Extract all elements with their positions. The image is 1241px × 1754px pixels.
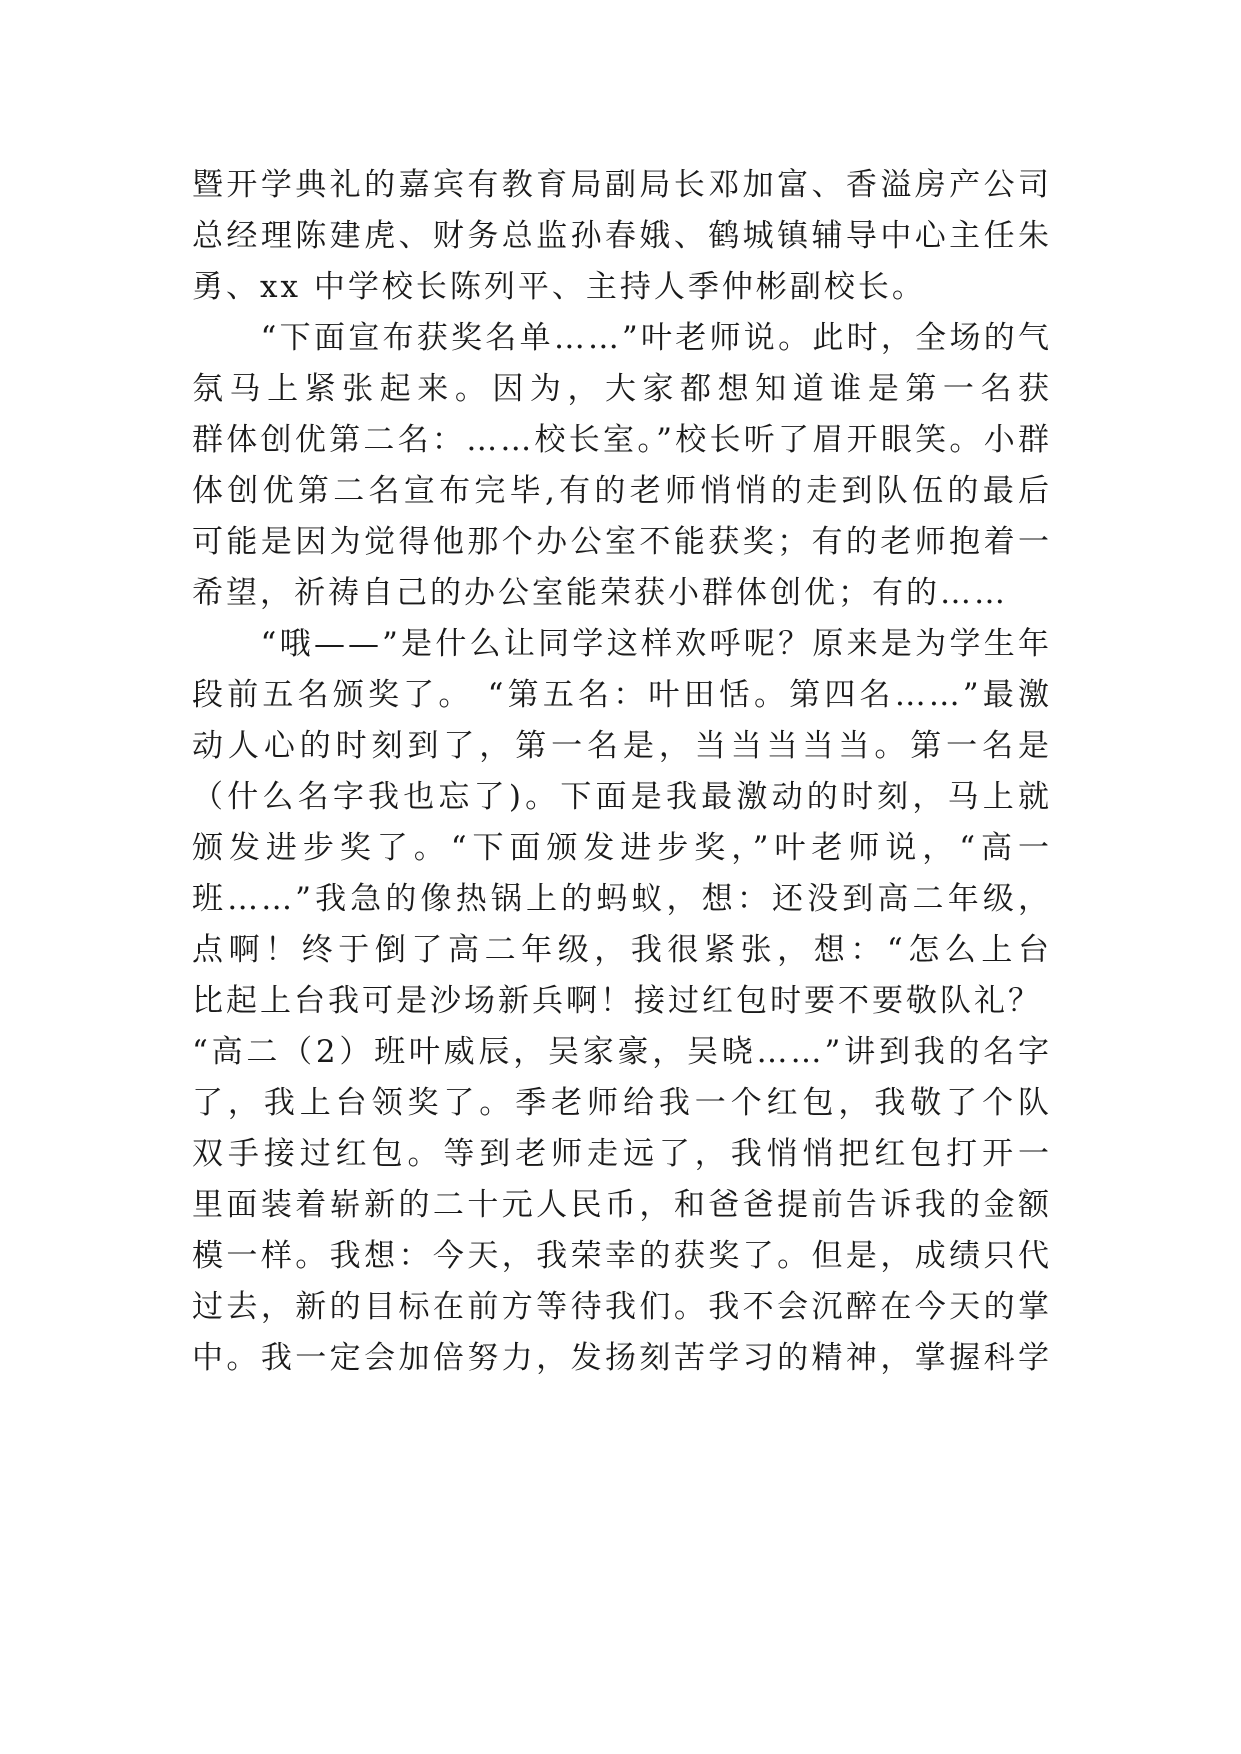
text-line: “哦——”是什么让同学这样欢呼呢？原来是为学生年 [192,626,1052,662]
text-line: 体创优第二名宣布完毕,有的老师悄悄的走到队伍的最后 [192,473,1052,509]
text-line: 比起上台我可是沙场新兵啊！接过红包时要不要敬队礼？ [192,983,1042,1019]
text-line: （什么名字我也忘了)。下面是我最激动的时刻，马上就 [192,779,1052,815]
text-line: 颁发进步奖了。“下面颁发进步奖，”叶老师说，“高一 [192,830,1052,866]
text-line: 氛马上紧张起来。因为，大家都想知道谁是第一名获 [192,371,1052,407]
text-line: 点啊！终于倒了高二年级，我很紧张，想：“怎么上台 [192,932,1052,968]
text-line: 中。我一定会加倍努力，发扬刻苦学习的精神，掌握科学 [192,1340,1052,1376]
text-line: 暨开学典礼的嘉宾有教育局副局长邓加富、香溢房产公司 [192,167,1052,203]
text-line: 里面装着崭新的二十元人民币，和爸爸提前告诉我的金额 [192,1187,1052,1223]
text-line: 群体创优第二名：……校长室。”校长听了眉开眼笑。小群 [192,422,1052,458]
text-line: 段前五名颁奖了。 “第五名：叶田恬。第四名……”最激 [192,677,1052,713]
text-line: 过去，新的目标在前方等待我们。我不会沉醉在今天的掌 [192,1289,1052,1325]
text-line: 可能是因为觉得他那个办公室不能获奖；有的老师抱着一 [192,524,1052,560]
text-line: 动人心的时刻到了，第一名是，当当当当当。第一名是 [192,728,1052,764]
text-line: 班……”我急的像热锅上的蚂蚁，想：还没到高二年级， [192,881,1052,917]
text-line: “下面宣布获奖名单……”叶老师说。此时，全场的气 [192,320,1052,356]
text-line: 勇、xx 中学校长陈列平、主持人季仲彬副校长。 [192,269,926,305]
body-text [192,160,1052,1384]
text-line: “高二（2）班叶威辰，吴家豪，吴晓……”讲到我的名字 [192,1034,1052,1070]
text-line: 希望，祈祷自己的办公室能荣获小群体创优；有的…… [192,575,1008,611]
text-line: 模一样。我想：今天，我荣幸的获奖了。但是，成绩只代 [192,1238,1052,1274]
text-line: 总经理陈建虎、财务总监孙春娥、鹤城镇辅导中心主任朱 [192,218,1052,254]
text-line: 了，我上台领奖了。季老师给我一个红包，我敬了个队 [192,1085,1052,1121]
text-line: 双手接过红包。等到老师走远了，我悄悄把红包打开一 [192,1136,1052,1172]
